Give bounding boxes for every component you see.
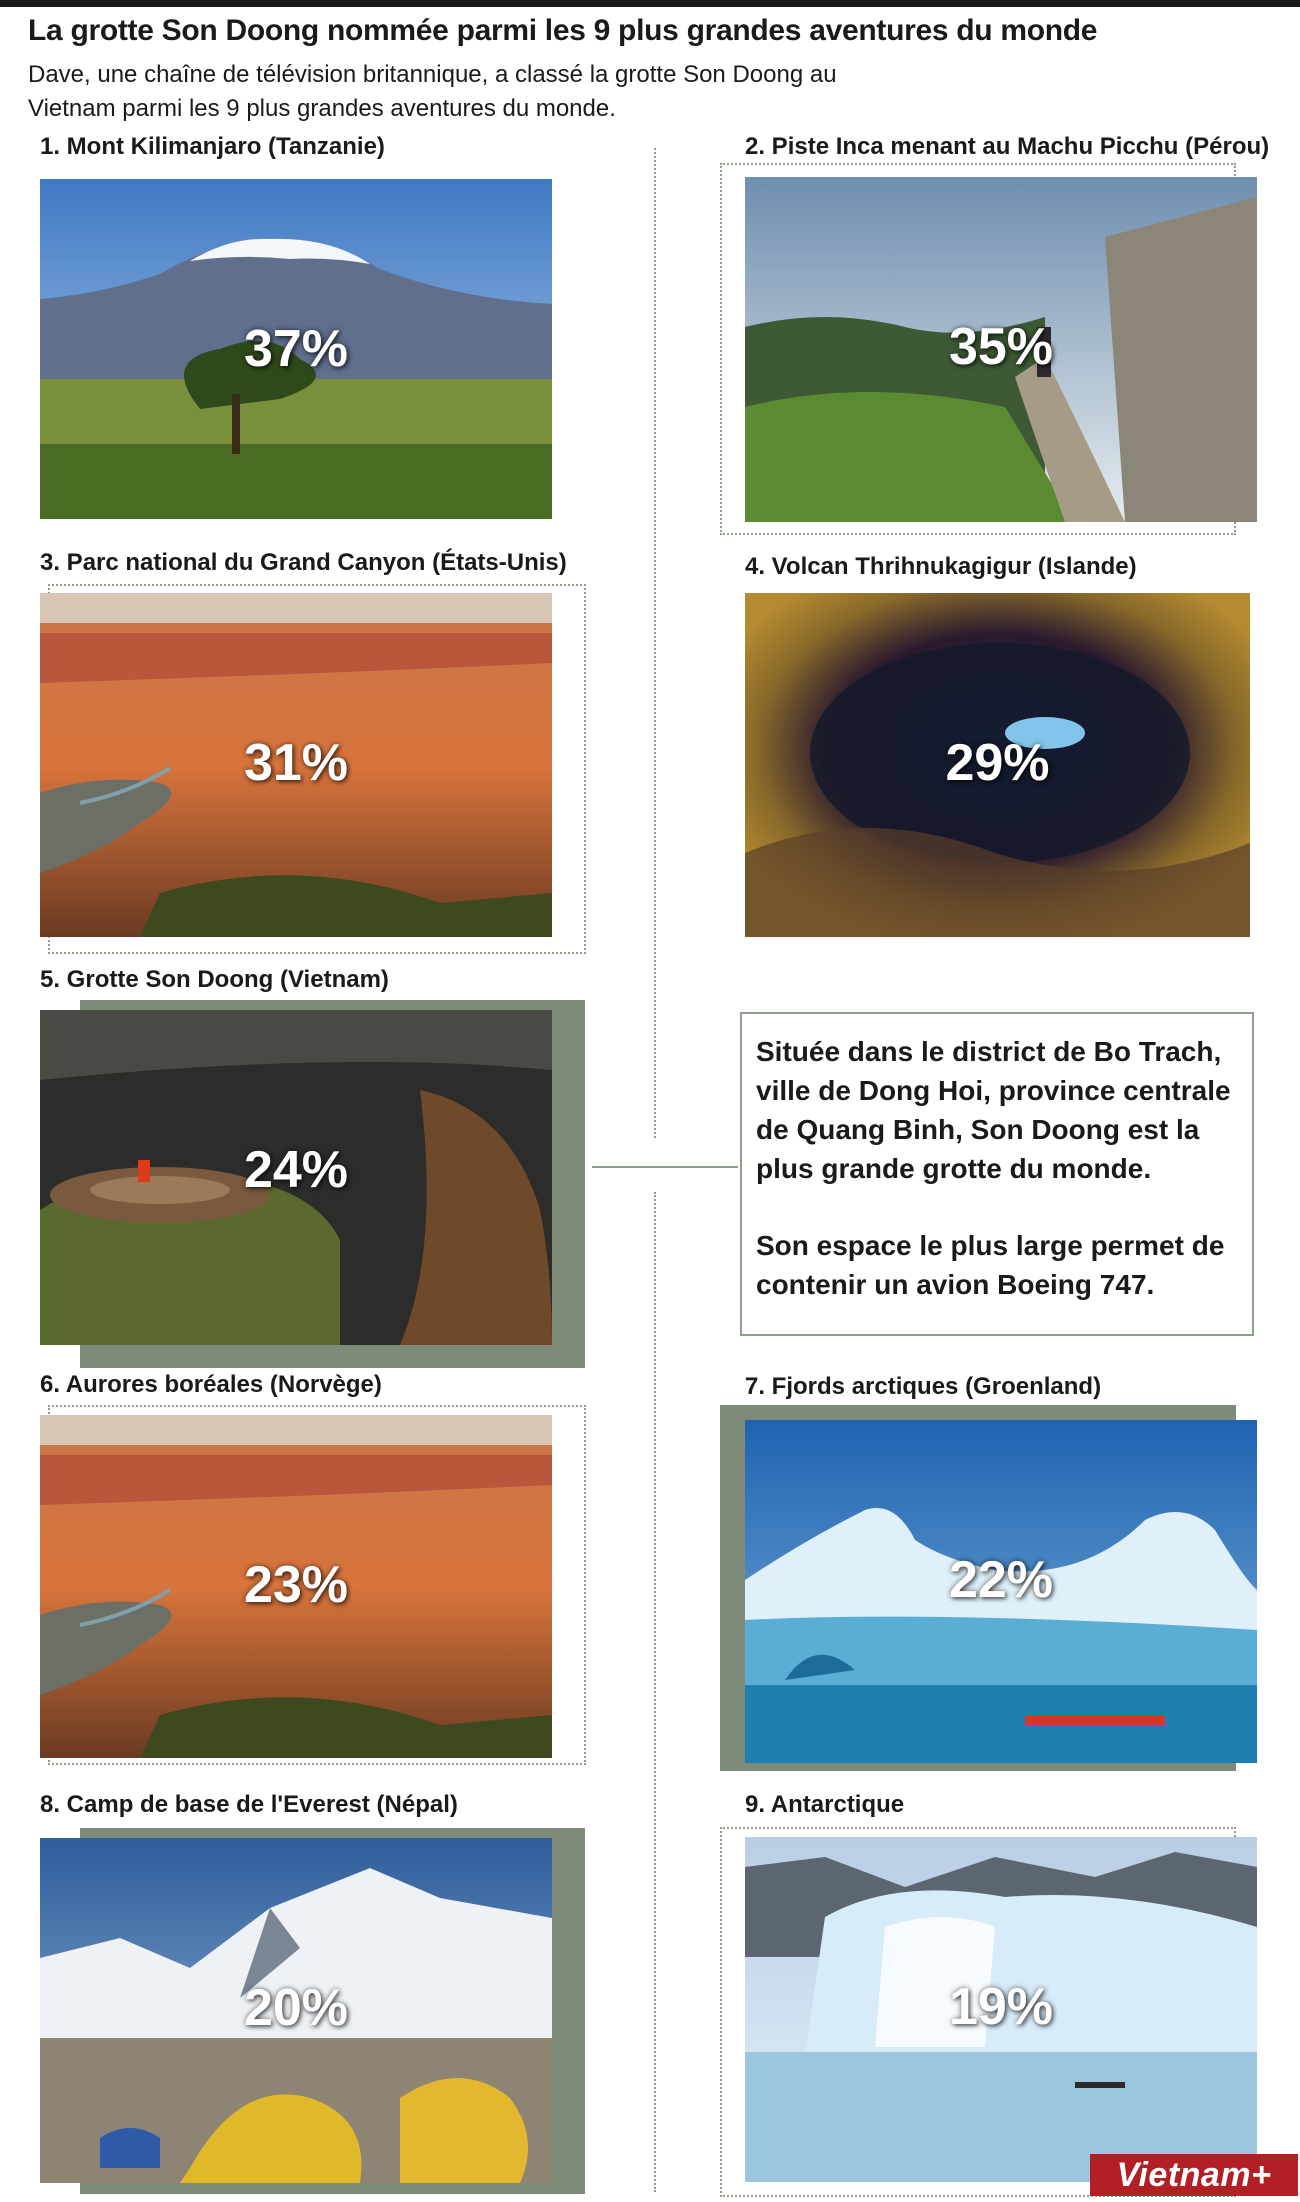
item-7-percent: 22% xyxy=(948,1551,1054,1609)
item-4-label: 4. Volcan Thrihnukagigur (Islande) xyxy=(745,553,1137,580)
item-1-percent: 37% xyxy=(243,320,349,378)
page-title: La grotte Son Doong nommée parmi les 9 plus grandes aventures du monde xyxy=(28,14,1098,47)
item-4-photo xyxy=(745,593,1250,937)
item-3-photo xyxy=(40,593,552,937)
item-1-label: 1. Mont Kilimanjaro (Tanzanie) xyxy=(40,133,385,160)
info-box xyxy=(740,1012,1254,1336)
item-2-label: 2. Piste Inca menant au Machu Picchu (Pérou) xyxy=(745,133,1270,160)
item-7-label: 7. Fjords arctiques (Groenland) xyxy=(745,1373,1102,1400)
item-9-photo xyxy=(745,1837,1257,2182)
item-1-photo xyxy=(40,179,552,519)
center-divider-top xyxy=(654,148,656,1138)
item-5-label: 5. Grotte Son Doong (Vietnam) xyxy=(40,966,389,993)
info-connector xyxy=(592,1166,738,1168)
item-8-photo xyxy=(40,1838,552,2183)
item-6-percent: 23% xyxy=(243,1556,349,1614)
info-paragraph-1: Située dans le district de Bo Trach, ville de Dong Hoi, province centrale de Quang Binh, Son Doong est la plus grande grotte du monde. xyxy=(756,1036,1231,1184)
vietnamplus-logo: Vietnam+ xyxy=(1090,2154,1298,2196)
center-divider-bottom xyxy=(654,1192,656,2192)
info-paragraph-2: Son espace le plus large permet de contenir un avion Boeing 747. xyxy=(756,1230,1225,1300)
item-8-percent: 20% xyxy=(243,1979,349,2037)
item-6-label: 6. Aurores boréales (Norvège) xyxy=(40,1371,382,1398)
item-2-percent: 35% xyxy=(948,318,1054,376)
item-9-label: 9. Antarctique xyxy=(745,1791,905,1818)
item-7-photo xyxy=(745,1420,1257,1763)
item-4-percent: 29% xyxy=(945,734,1050,792)
item-3-label: 3. Parc national du Grand Canyon (États-Unis) xyxy=(40,549,567,576)
item-5-photo xyxy=(40,1010,552,1345)
item-8-label: 8. Camp de base de l'Everest (Népal) xyxy=(40,1791,458,1818)
item-2-photo xyxy=(745,177,1257,522)
page-subtitle: Dave, une chaîne de télévision britannique, a classé la grotte Son Doong au Vietnam parmi les 9 plus grandes aventures du monde. xyxy=(28,61,837,122)
item-6-photo xyxy=(40,1415,552,1758)
item-9-percent: 19% xyxy=(948,1978,1054,2036)
item-5-percent: 24% xyxy=(243,1141,349,1199)
top-rule xyxy=(0,0,1300,7)
item-3-percent: 31% xyxy=(243,734,349,792)
